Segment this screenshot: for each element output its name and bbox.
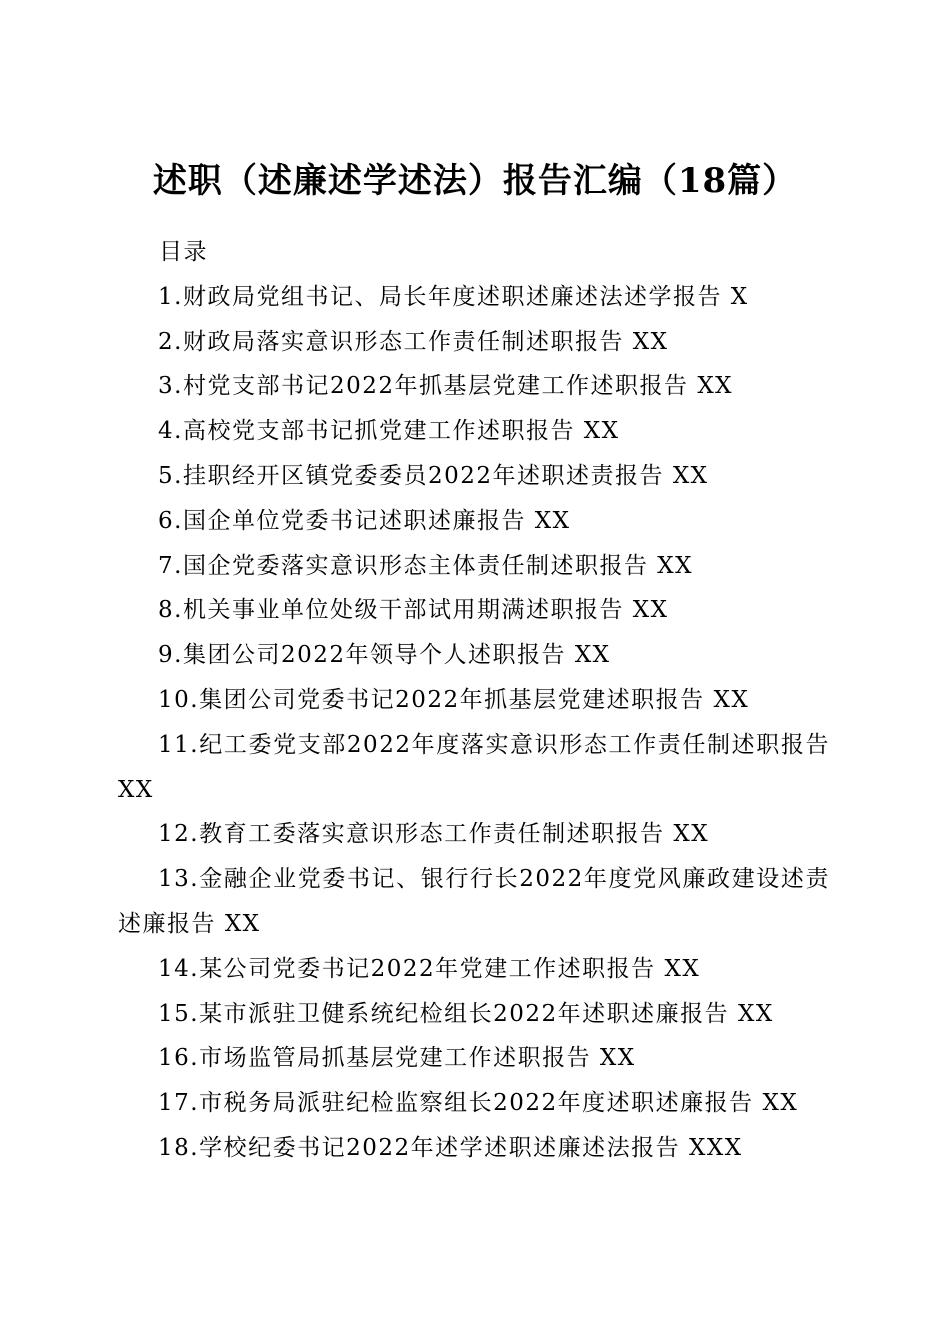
toc-entry-page: XX bbox=[224, 910, 261, 937]
toc-entry: 18.学校纪委书记2022年述学述职述廉述法报告 XXX bbox=[158, 1134, 743, 1161]
toc-entry-title: 教育工委落实意识形态工作责任制述职报告 bbox=[199, 821, 665, 848]
toc-entry-title: 某市派驻卫健系统纪检组长2022年述职述廉报告 bbox=[199, 1000, 730, 1027]
toc-entry: 3.村党支部书记2022年抓基层党建工作述职报告 XX bbox=[158, 373, 734, 400]
toc-entry-title: 财政局落实意识形态工作责任制述职报告 bbox=[182, 328, 624, 355]
toc-entry-number: 9 bbox=[158, 642, 175, 669]
table-of-contents bbox=[118, 230, 830, 1171]
toc-entry-number: 10 bbox=[158, 686, 191, 713]
toc-entry-number: 4 bbox=[158, 418, 175, 445]
toc-heading: 目录 bbox=[159, 239, 208, 265]
toc-entry-page: XX bbox=[737, 1000, 774, 1027]
toc-entry-number: 15 bbox=[158, 1000, 191, 1027]
toc-entry-number: 6 bbox=[158, 507, 175, 534]
toc-entry-number: 2 bbox=[158, 328, 175, 355]
toc-entry-number: 3 bbox=[158, 373, 175, 400]
toc-entry-title: 机关事业单位处级干部试用期满述职报告 bbox=[182, 597, 624, 624]
toc-entry-number: 16 bbox=[158, 1045, 191, 1072]
toc-entry-page: XX bbox=[632, 597, 669, 624]
toc-entry-title: 村党支部书记2022年抓基层党建工作述职报告 bbox=[182, 373, 689, 400]
toc-entry-number: 13 bbox=[158, 866, 191, 893]
toc-entry-page: XX bbox=[118, 776, 154, 803]
toc-entry-page: XX bbox=[672, 462, 709, 489]
toc-list bbox=[118, 275, 830, 1171]
toc-entry-title: 纪工委党支部2022年度落实意识形态工作责任制述职报告 bbox=[199, 731, 830, 758]
toc-entry-number: 7 bbox=[158, 552, 175, 579]
toc-entry-page: XX bbox=[632, 328, 669, 355]
toc-entry-title: 集团公司党委书记2022年抓基层党建述职报告 bbox=[199, 686, 705, 713]
toc-entry-title: 某公司党委书记2022年党建工作述职报告 bbox=[199, 955, 656, 982]
toc-entry-number: 5 bbox=[158, 462, 175, 489]
toc-entry-number: 14 bbox=[158, 955, 191, 982]
toc-entry-number: 11 bbox=[158, 731, 191, 758]
toc-entry: 4.高校党支部书记抓党建工作述职报告 XX bbox=[158, 418, 620, 445]
toc-entry-page: XX bbox=[664, 955, 701, 982]
toc-entry: 11.纪工委党支部2022年度落实意识形态工作责任制述职报告 XX bbox=[118, 731, 830, 803]
toc-entry: 12.教育工委落实意识形态工作责任制述职报告 XX bbox=[158, 821, 710, 848]
toc-entry: 7.国企党委落实意识形态主体责任制述职报告 XX bbox=[158, 552, 694, 579]
toc-entry-page: XX bbox=[697, 373, 734, 400]
toc-entry-title: 国企党委落实意识形态主体责任制述职报告 bbox=[182, 552, 649, 579]
toc-entry-title: 挂职经开区镇党委委员2022年述职述责报告 bbox=[182, 462, 664, 489]
toc-entry-page: XX bbox=[534, 507, 571, 534]
toc-entry-title: 国企单位党委书记述职述廉报告 bbox=[182, 507, 526, 534]
toc-entry-page: XX bbox=[599, 1045, 636, 1072]
toc-entry-number: 12 bbox=[158, 821, 191, 848]
toc-entry: 9.集团公司2022年领导个人述职报告 XX bbox=[158, 642, 611, 669]
toc-entry-title: 高校党支部书记抓党建工作述职报告 bbox=[182, 418, 575, 445]
toc-entry-page: XX bbox=[762, 1090, 799, 1117]
toc-entry: 6.国企单位党委书记述职述廉报告 XX bbox=[158, 507, 571, 534]
toc-entry: 10.集团公司党委书记2022年抓基层党建述职报告 XX bbox=[158, 686, 750, 713]
toc-entry-title: 市场监管局抓基层党建工作述职报告 bbox=[199, 1045, 592, 1072]
toc-entry-title: 财政局党组书记、局长年度述职述廉述法述学报告 bbox=[182, 283, 722, 310]
toc-entry-page: XX bbox=[657, 552, 694, 579]
toc-entry-title: 学校纪委书记2022年述学述职述廉述法报告 bbox=[199, 1134, 681, 1161]
toc-entry: 2.财政局落实意识形态工作责任制述职报告 XX bbox=[158, 328, 669, 355]
toc-entry-page: XX bbox=[574, 642, 611, 669]
toc-entry-page: X bbox=[730, 283, 749, 310]
toc-entry: 14.某公司党委书记2022年党建工作述职报告 XX bbox=[158, 955, 701, 982]
toc-entry: 17.市税务局派驻纪检监察组长2022年度述职述廉报告 XX bbox=[158, 1090, 799, 1117]
toc-entry-title: 集团公司2022年领导个人述职报告 bbox=[182, 642, 566, 669]
toc-entry-number: 17 bbox=[158, 1090, 191, 1117]
toc-entry: 5.挂职经开区镇党委委员2022年述职述责报告 XX bbox=[158, 462, 709, 489]
toc-entry: 15.某市派驻卫健系统纪检组长2022年述职述廉报告 XX bbox=[158, 1000, 774, 1027]
toc-entry: 1.财政局党组书记、局长年度述职述廉述法述学报告 X bbox=[158, 283, 749, 310]
toc-entry-page: XXX bbox=[688, 1134, 743, 1161]
toc-entry-page: XX bbox=[713, 686, 750, 713]
toc-entry-page: XX bbox=[583, 418, 620, 445]
toc-entry-number: 18 bbox=[158, 1134, 191, 1161]
toc-entry-number: 8 bbox=[158, 597, 175, 624]
toc-entry-title: 金融企业党委书记、银行行长2022年度党风廉政建设述责述廉报告 bbox=[118, 866, 830, 937]
document-title: 述职（述廉述学述法）报告汇编（18篇） bbox=[152, 160, 798, 201]
toc-entry: 13.金融企业党委书记、银行行长2022年度党风廉政建设述责述廉报告 XX bbox=[118, 866, 830, 937]
toc-entry-number: 1 bbox=[158, 283, 175, 310]
toc-entry-page: XX bbox=[673, 821, 710, 848]
toc-entry-title: 市税务局派驻纪检监察组长2022年度述职述廉报告 bbox=[199, 1090, 754, 1117]
toc-entry: 16.市场监管局抓基层党建工作述职报告 XX bbox=[158, 1045, 636, 1072]
toc-entry: 8.机关事业单位处级干部试用期满述职报告 XX bbox=[158, 597, 669, 624]
